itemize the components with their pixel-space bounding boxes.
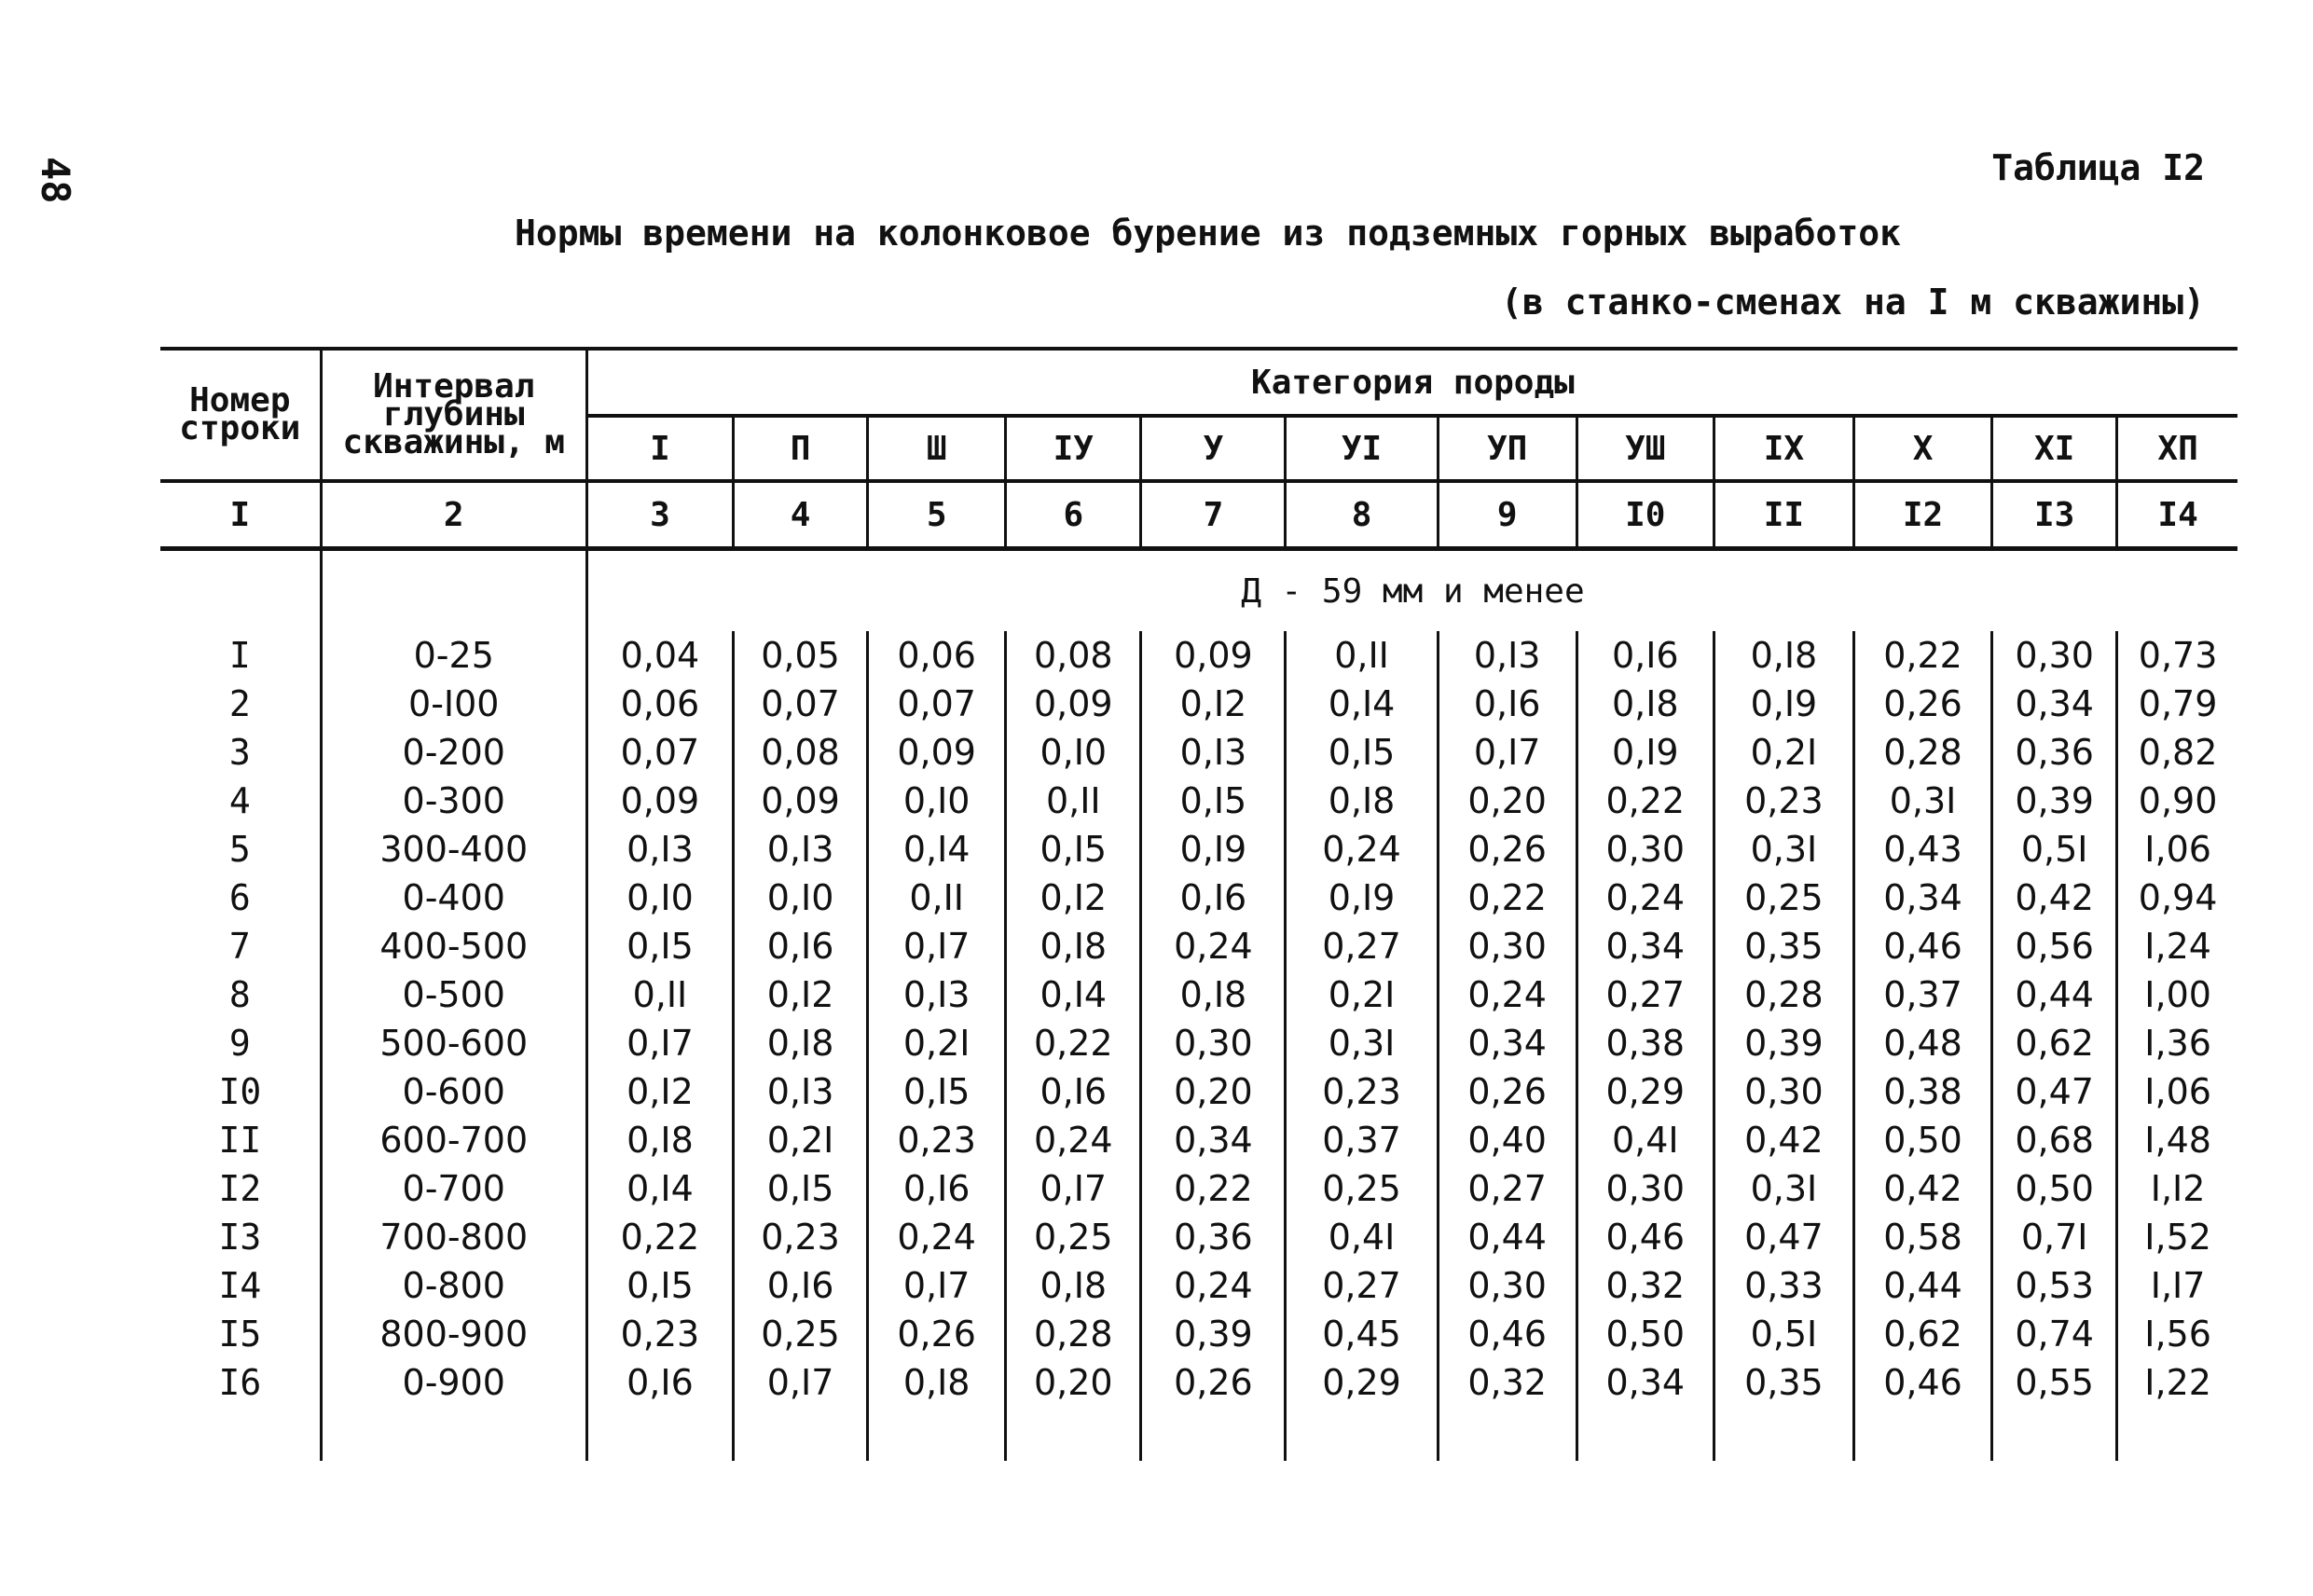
row-value: 0,I0 (868, 777, 1006, 825)
row-value: 0,24 (1576, 874, 1714, 922)
row-value: 0,55 (1992, 1358, 2117, 1407)
row-value: 0,I2 (586, 1067, 733, 1116)
row-value: 0,62 (1853, 1310, 1991, 1358)
header-row-top (160, 349, 2237, 416)
row-value: 0,23 (868, 1116, 1006, 1164)
row-value: 0,22 (1006, 1019, 1141, 1067)
row-number: I (160, 631, 321, 680)
row-value: 0,30 (1992, 631, 2117, 680)
row-number: 7 (160, 922, 321, 970)
header-category-1: I (586, 416, 733, 481)
row-value: 0,68 (1992, 1116, 2117, 1164)
column-index-10: I0 (1576, 481, 1714, 549)
row-value: 0,28 (1714, 970, 1853, 1019)
row-value: 0,I9 (1286, 874, 1438, 922)
row-value: 0,I6 (734, 922, 868, 970)
row-interval: 800-900 (321, 1310, 586, 1358)
row-value: I,00 (2117, 970, 2237, 1019)
row-value: 0,I3 (1438, 631, 1576, 680)
column-index-3: 3 (586, 481, 733, 549)
row-value: 0,I6 (734, 1261, 868, 1310)
row-value: 0,I8 (1141, 970, 1286, 1019)
row-value: 0,I6 (1141, 874, 1286, 922)
row-value: 0,2I (1714, 728, 1853, 777)
row-value: 0,23 (1286, 1067, 1438, 1116)
table-row (160, 1116, 2237, 1164)
row-value: 0,07 (586, 728, 733, 777)
row-number: I6 (160, 1358, 321, 1407)
header-category-3: Ш (868, 416, 1006, 481)
row-value: 0,I5 (1006, 825, 1141, 874)
row-interval: 0-600 (321, 1067, 586, 1116)
row-value: 0,I7 (868, 1261, 1006, 1310)
header-rock-category: Категория породы (586, 349, 2237, 416)
row-value: 0,I5 (586, 922, 733, 970)
row-value: 0,22 (1438, 874, 1576, 922)
row-interval: 0-25 (321, 631, 586, 680)
row-value: 0,23 (586, 1310, 733, 1358)
row-interval: 0-I00 (321, 680, 586, 728)
header-category-7: УП (1438, 416, 1576, 481)
column-index-4: 4 (734, 481, 868, 549)
row-value: 0,I5 (586, 1261, 733, 1310)
row-value: 0,58 (1853, 1213, 1991, 1261)
row-value: 0,46 (1438, 1310, 1576, 1358)
row-value: 0,48 (1853, 1019, 1991, 1067)
row-value: 0,30 (1576, 1164, 1714, 1213)
row-value: 0,38 (1576, 1019, 1714, 1067)
row-value: 0,I0 (734, 874, 868, 922)
row-value: 0,I9 (1714, 680, 1853, 728)
row-number: 3 (160, 728, 321, 777)
table-label: Таблица I2 (1991, 147, 2205, 188)
row-value: 0,27 (1576, 970, 1714, 1019)
row-value: 0,32 (1576, 1261, 1714, 1310)
row-number: I2 (160, 1164, 321, 1213)
row-value: 0,I6 (1576, 631, 1714, 680)
row-value: 0,I7 (734, 1358, 868, 1407)
column-index-11: II (1714, 481, 1853, 549)
row-value: 0,44 (1992, 970, 2117, 1019)
column-index-9: 9 (1438, 481, 1576, 549)
table-title: Нормы времени на колонковое бурение из подземных горных выработок (514, 213, 1902, 254)
row-value: 0,I3 (734, 1067, 868, 1116)
row-number: I0 (160, 1067, 321, 1116)
row-value: 0,82 (2117, 728, 2237, 777)
row-value: 0,27 (1286, 1261, 1438, 1310)
column-index-7: 7 (1141, 481, 1286, 549)
row-value: 0,I2 (1006, 874, 1141, 922)
row-value: 0,I2 (734, 970, 868, 1019)
row-value: 0,5I (1714, 1310, 1853, 1358)
row-number: 8 (160, 970, 321, 1019)
row-number: 9 (160, 1019, 321, 1067)
row-value: 0,07 (734, 680, 868, 728)
row-value: 0,I6 (1006, 1067, 1141, 1116)
row-value: 0,3I (1286, 1019, 1438, 1067)
table-body (160, 549, 2237, 1462)
row-value: 0,23 (1714, 777, 1853, 825)
row-interval: 700-800 (321, 1213, 586, 1261)
row-interval: 0-800 (321, 1261, 586, 1310)
row-value: 0,I8 (1286, 777, 1438, 825)
row-value: 0,25 (1006, 1213, 1141, 1261)
row-value: 0,04 (586, 631, 733, 680)
row-value: 0,24 (1286, 825, 1438, 874)
row-value: 0,30 (1714, 1067, 1853, 1116)
row-value: 0,26 (1438, 825, 1576, 874)
row-value: 0,09 (586, 777, 733, 825)
row-value: 0,4I (1286, 1213, 1438, 1261)
row-value: 0,I0 (586, 874, 733, 922)
row-value: 0,II (1286, 631, 1438, 680)
row-value: 0,73 (2117, 631, 2237, 680)
row-value: I,52 (2117, 1213, 2237, 1261)
row-value: 0,37 (1286, 1116, 1438, 1164)
row-value: 0,24 (868, 1213, 1006, 1261)
row-value: 0,35 (1714, 1358, 1853, 1407)
row-value: 0,I8 (1006, 922, 1141, 970)
row-value: I,06 (2117, 825, 2237, 874)
row-number: II (160, 1116, 321, 1164)
column-index-5: 5 (868, 481, 1006, 549)
row-value: 0,I7 (1006, 1164, 1141, 1213)
table-row (160, 631, 2237, 680)
row-value: 0,23 (734, 1213, 868, 1261)
row-value: 0,II (868, 874, 1006, 922)
row-number: I5 (160, 1310, 321, 1358)
row-value: 0,34 (1141, 1116, 1286, 1164)
page-number: 48 (33, 157, 78, 204)
row-value: 0,08 (1006, 631, 1141, 680)
row-value: 0,20 (1438, 777, 1576, 825)
row-value: 0,I9 (1576, 728, 1714, 777)
row-value: I,I2 (2117, 1164, 2237, 1213)
row-value: 0,09 (1006, 680, 1141, 728)
row-value: 0,94 (2117, 874, 2237, 922)
table-row (160, 1067, 2237, 1116)
table-tail (160, 1407, 2237, 1461)
row-value: 0,3I (1714, 825, 1853, 874)
row-value: 0,26 (1141, 1358, 1286, 1407)
row-interval: 0-300 (321, 777, 586, 825)
row-value: 0,30 (1438, 1261, 1576, 1310)
row-value: 0,22 (1141, 1164, 1286, 1213)
header-category-10: X (1853, 416, 1991, 481)
table-row (160, 1261, 2237, 1310)
row-value: 0,I3 (586, 825, 733, 874)
row-number: 4 (160, 777, 321, 825)
row-value: 0,25 (734, 1310, 868, 1358)
row-interval: 500-600 (321, 1019, 586, 1067)
units-note: (в станко-сменах на I м скважины) (1501, 282, 2205, 323)
row-interval: 0-200 (321, 728, 586, 777)
row-value: 0,3I (1853, 777, 1991, 825)
row-value: 0,I5 (868, 1067, 1006, 1116)
section-label: Д - 59 мм и менее (586, 549, 2237, 632)
header-row-number: Номер строки (160, 349, 321, 481)
row-value: I,06 (2117, 1067, 2237, 1116)
row-value: 0,44 (1853, 1261, 1991, 1310)
row-value: 0,I3 (868, 970, 1006, 1019)
column-index-1: I (160, 481, 321, 549)
column-index-13: I3 (1992, 481, 2117, 549)
row-interval: 600-700 (321, 1116, 586, 1164)
row-value: 0,II (1006, 777, 1141, 825)
row-value: 0,07 (868, 680, 1006, 728)
row-value: 0,90 (2117, 777, 2237, 825)
row-value: 0,09 (868, 728, 1006, 777)
row-value: 0,24 (1438, 970, 1576, 1019)
row-value: 0,I5 (734, 1164, 868, 1213)
row-value: 0,06 (586, 680, 733, 728)
row-value: 0,42 (1714, 1116, 1853, 1164)
row-value: 0,06 (868, 631, 1006, 680)
row-value: 0,I6 (868, 1164, 1006, 1213)
row-value: 0,29 (1286, 1358, 1438, 1407)
row-value: 0,I4 (586, 1164, 733, 1213)
row-value: I,22 (2117, 1358, 2237, 1407)
row-value: 0,I8 (868, 1358, 1006, 1407)
row-value: 0,2I (734, 1116, 868, 1164)
header-category-5: У (1141, 416, 1286, 481)
row-value: 0,36 (1992, 728, 2117, 777)
row-value: 0,56 (1992, 922, 2117, 970)
row-value: 0,I7 (1438, 728, 1576, 777)
section-row (160, 549, 2237, 632)
row-value: 0,II (586, 970, 733, 1019)
row-value: 0,33 (1714, 1261, 1853, 1310)
norms-table (160, 347, 2237, 1461)
table-row (160, 922, 2237, 970)
row-value: 0,28 (1853, 728, 1991, 777)
row-value: 0,I8 (734, 1019, 868, 1067)
row-value: 0,27 (1286, 922, 1438, 970)
table-row (160, 1310, 2237, 1358)
row-value: 0,29 (1576, 1067, 1714, 1116)
table-row (160, 1164, 2237, 1213)
column-index-2: 2 (321, 481, 586, 549)
row-value: 0,32 (1438, 1358, 1576, 1407)
row-value: 0,38 (1853, 1067, 1991, 1116)
row-value: 0,I3 (734, 825, 868, 874)
row-value: 0,I8 (1576, 680, 1714, 728)
row-interval: 300-400 (321, 825, 586, 874)
row-value: 0,36 (1141, 1213, 1286, 1261)
row-value: I,I7 (2117, 1261, 2237, 1310)
row-number: 6 (160, 874, 321, 922)
header-category-12: XП (2117, 416, 2237, 481)
row-value: 0,09 (1141, 631, 1286, 680)
row-value: 0,24 (1141, 1261, 1286, 1310)
column-index-8: 8 (1286, 481, 1438, 549)
row-value: 0,34 (1576, 1358, 1714, 1407)
table-row (160, 680, 2237, 728)
row-value: 0,42 (1853, 1164, 1991, 1213)
row-value: 0,24 (1141, 922, 1286, 970)
row-value: 0,39 (1714, 1019, 1853, 1067)
row-value: 0,30 (1438, 922, 1576, 970)
row-value: 0,24 (1006, 1116, 1141, 1164)
row-value: 0,26 (868, 1310, 1006, 1358)
row-value: 0,39 (1141, 1310, 1286, 1358)
row-value: 0,46 (1576, 1213, 1714, 1261)
row-value: 0,I5 (1141, 777, 1286, 825)
row-interval: 0-400 (321, 874, 586, 922)
row-value: 0,I5 (1286, 728, 1438, 777)
column-index-6: 6 (1006, 481, 1141, 549)
row-number: 5 (160, 825, 321, 874)
row-value: 0,I4 (1286, 680, 1438, 728)
row-value: 0,I4 (1006, 970, 1141, 1019)
row-value: 0,I8 (1714, 631, 1853, 680)
row-value: 0,5I (1992, 825, 2117, 874)
row-value: 0,40 (1438, 1116, 1576, 1164)
row-value: I,56 (2117, 1310, 2237, 1358)
column-index-row (160, 481, 2237, 549)
row-value: 0,22 (1576, 777, 1714, 825)
row-value: 0,I4 (868, 825, 1006, 874)
row-value: 0,4I (1576, 1116, 1714, 1164)
row-value: 0,34 (1853, 874, 1991, 922)
row-value: 0,47 (1714, 1213, 1853, 1261)
row-value: 0,79 (2117, 680, 2237, 728)
row-value: 0,46 (1853, 1358, 1991, 1407)
row-value: 0,20 (1141, 1067, 1286, 1116)
row-interval: 0-700 (321, 1164, 586, 1213)
table-row (160, 777, 2237, 825)
header-interval: Интервал глубины скважины, м (321, 349, 586, 481)
row-value: 0,45 (1286, 1310, 1438, 1358)
row-value: 0,2I (1286, 970, 1438, 1019)
row-interval: 400-500 (321, 922, 586, 970)
row-value: 0,I0 (1006, 728, 1141, 777)
row-value: 0,30 (1141, 1019, 1286, 1067)
row-value: 0,50 (1853, 1116, 1991, 1164)
row-value: 0,22 (1853, 631, 1991, 680)
row-value: 0,25 (1286, 1164, 1438, 1213)
row-value: 0,05 (734, 631, 868, 680)
row-number: I4 (160, 1261, 321, 1310)
row-value: 0,I3 (1141, 728, 1286, 777)
row-value: 0,7I (1992, 1213, 2117, 1261)
table-row (160, 970, 2237, 1019)
row-value: I,36 (2117, 1019, 2237, 1067)
row-value: 0,I7 (868, 922, 1006, 970)
row-value: 0,I8 (586, 1116, 733, 1164)
row-value: 0,26 (1438, 1067, 1576, 1116)
row-value: 0,39 (1992, 777, 2117, 825)
row-value: 0,I6 (586, 1358, 733, 1407)
table-row (160, 1213, 2237, 1261)
table-row (160, 1358, 2237, 1407)
header-category-8: УШ (1576, 416, 1714, 481)
row-value: 0,43 (1853, 825, 1991, 874)
row-value: 0,26 (1853, 680, 1991, 728)
row-interval: 0-900 (321, 1358, 586, 1407)
row-value: I,24 (2117, 922, 2237, 970)
header-category-6: УI (1286, 416, 1438, 481)
row-value: 0,28 (1006, 1310, 1141, 1358)
row-value: 0,I2 (1141, 680, 1286, 728)
row-value: 0,47 (1992, 1067, 2117, 1116)
table-row (160, 874, 2237, 922)
row-value: 0,74 (1992, 1310, 2117, 1358)
row-number: 2 (160, 680, 321, 728)
row-value: 0,34 (1576, 922, 1714, 970)
row-value: 0,50 (1992, 1164, 2117, 1213)
row-value: 0,22 (586, 1213, 733, 1261)
row-value: 0,I9 (1141, 825, 1286, 874)
row-interval: 0-500 (321, 970, 586, 1019)
row-value: 0,20 (1006, 1358, 1141, 1407)
row-value: 0,27 (1438, 1164, 1576, 1213)
row-value: 0,34 (1992, 680, 2117, 728)
table-row (160, 1019, 2237, 1067)
row-value: 0,3I (1714, 1164, 1853, 1213)
row-value: 0,08 (734, 728, 868, 777)
table-row (160, 728, 2237, 777)
row-value: 0,I7 (586, 1019, 733, 1067)
header-category-9: IX (1714, 416, 1853, 481)
column-index-12: I2 (1853, 481, 1991, 549)
row-value: 0,46 (1853, 922, 1991, 970)
header-category-4: IУ (1006, 416, 1141, 481)
row-value: 0,25 (1714, 874, 1853, 922)
row-value: 0,44 (1438, 1213, 1576, 1261)
table-row (160, 825, 2237, 874)
row-value: 0,53 (1992, 1261, 2117, 1310)
row-value: 0,35 (1714, 922, 1853, 970)
column-index-14: I4 (2117, 481, 2237, 549)
row-value: 0,I8 (1006, 1261, 1141, 1310)
row-value: 0,37 (1853, 970, 1991, 1019)
row-value: 0,09 (734, 777, 868, 825)
header-category-11: XI (1992, 416, 2117, 481)
row-value: 0,30 (1576, 825, 1714, 874)
row-value: 0,62 (1992, 1019, 2117, 1067)
row-value: 0,I6 (1438, 680, 1576, 728)
row-number: I3 (160, 1213, 321, 1261)
row-value: 0,50 (1576, 1310, 1714, 1358)
row-value: 0,34 (1438, 1019, 1576, 1067)
row-value: I,48 (2117, 1116, 2237, 1164)
row-value: 0,2I (868, 1019, 1006, 1067)
row-value: 0,42 (1992, 874, 2117, 922)
header-category-2: П (734, 416, 868, 481)
